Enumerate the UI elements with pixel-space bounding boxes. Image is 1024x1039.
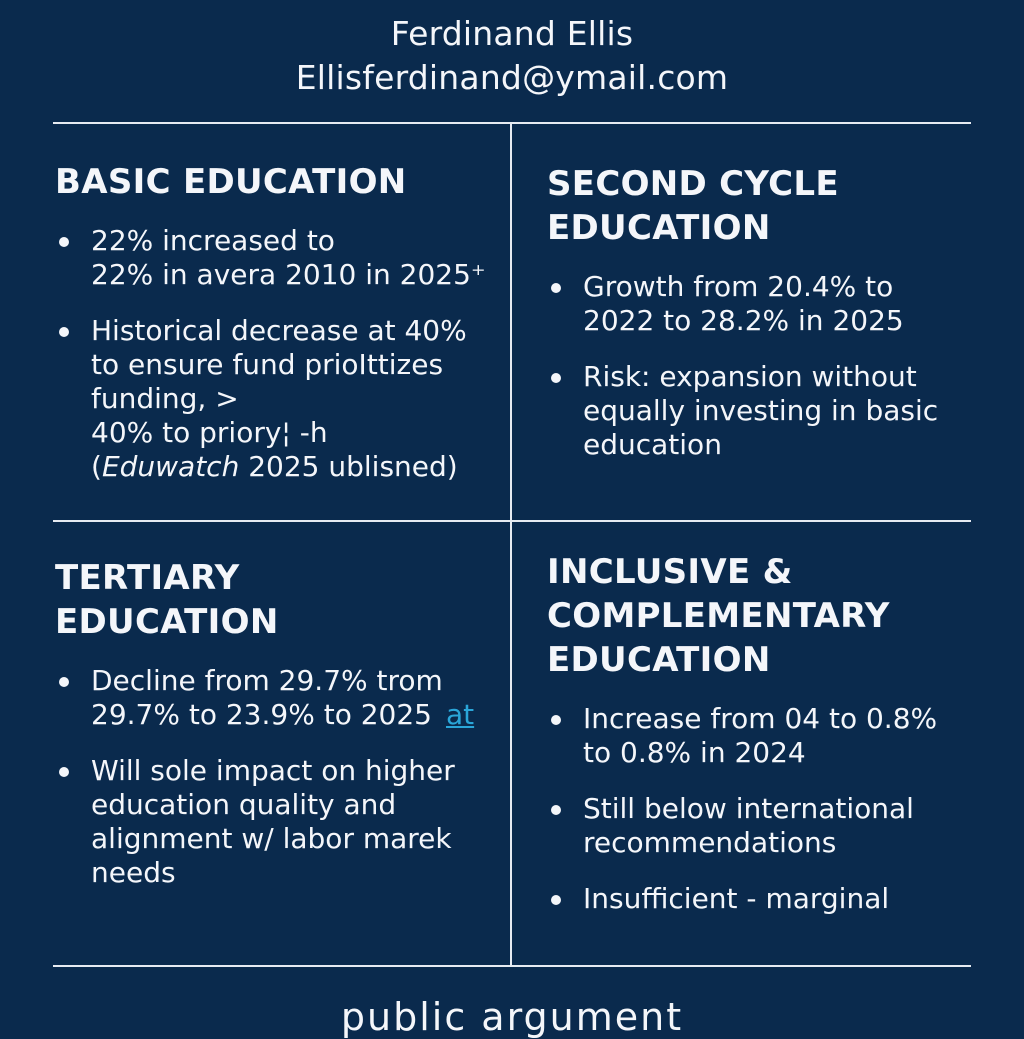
bullet-icon (59, 677, 69, 687)
bullet-line: 40% to priory¦ -h (91, 416, 328, 449)
bullet-line: Growth from 20.4% to (583, 270, 894, 303)
bullet-icon (59, 327, 69, 337)
middle-divider (53, 520, 971, 522)
top-divider (53, 122, 971, 124)
tertiary-list (55, 664, 495, 890)
title-line: EDUCATION (547, 208, 771, 248)
bullet-line: education quality and (91, 788, 397, 821)
header (0, 12, 1024, 100)
bullet-line: 2022 to 28.2% in 2025 (583, 304, 904, 337)
bottom-divider (53, 965, 971, 967)
bullet-icon (59, 767, 69, 777)
column-divider (510, 124, 512, 966)
bullet-line: Risk: expansion without (583, 360, 917, 393)
bullet-icon (551, 283, 561, 293)
title-line: COMPLEMENTARY (547, 596, 890, 636)
bullet-line: 22% increased to (91, 224, 335, 257)
bullet-line (91, 450, 495, 484)
bullet-icon (551, 715, 561, 725)
list-item (547, 882, 987, 916)
bullet-icon (551, 373, 561, 383)
inline-link[interactable]: at (445, 698, 475, 731)
bullet-line: needs (91, 856, 176, 889)
panel-tertiary-education (55, 556, 495, 890)
bullet-line: education (583, 428, 722, 461)
bullet-line: Still below international (583, 792, 914, 825)
basic-education-title: BASIC EDUCATION (55, 162, 407, 202)
title-line: EDUCATION (547, 640, 771, 680)
bullet-line: Decline from 29.7% trom (91, 664, 443, 697)
panel-inclusive-education (547, 550, 987, 916)
bullet-icon (551, 805, 561, 815)
paren: ( (91, 450, 102, 483)
bullet-line: Historical decrease at 40% (91, 314, 467, 347)
inclusive-list (547, 702, 987, 916)
inclusive-title (547, 550, 987, 682)
list-item (55, 314, 495, 484)
title-line: TERTIARY (55, 558, 240, 598)
bullet-line (91, 698, 495, 732)
title-line: SECOND CYCLE (547, 164, 839, 204)
list-item (547, 792, 987, 860)
second-cycle-title (547, 162, 987, 250)
bullet-icon (551, 895, 561, 905)
bullet-line: Increase from 04 to 0.8% (583, 702, 938, 735)
bullet-line: Will sole impact on higher (91, 754, 455, 787)
source-rest: 2025 ublisned) (239, 450, 458, 483)
list-item (547, 702, 987, 770)
bullet-line: funding, > (91, 382, 239, 415)
list-item (55, 224, 495, 292)
tertiary-title (55, 556, 495, 644)
list-item (547, 270, 987, 338)
list-item (55, 754, 495, 890)
basic-education-list (55, 224, 495, 484)
source-name: Eduwatch (101, 450, 240, 483)
bullet-line: recommendations (583, 826, 837, 859)
bullet-line: Insufficient - marginal (583, 882, 890, 915)
bullet-icon (59, 237, 69, 247)
footer-text: public argument (340, 995, 684, 1039)
bullet-line-text: 29.7% to 23.9% to 2025 (91, 698, 432, 731)
author-email: Ellisferdinand@ymail.com (295, 58, 729, 97)
bullet-line: equally investing in basic (583, 394, 939, 427)
bullet-line: alignment w/ labor marek (91, 822, 452, 855)
bullet-line: to ensure fund prioIttizes (91, 348, 444, 381)
bullet-line: 22% in avera 2010 in 2025⁺ (91, 258, 486, 291)
panel-second-cycle-education (547, 162, 987, 462)
list-item (55, 664, 495, 732)
bullet-line: to 0.8% in 2024 (583, 736, 806, 769)
author-name: Ferdinand Ellis (390, 14, 634, 53)
title-line: EDUCATION (55, 602, 279, 642)
title-line: INCLUSIVE & (547, 552, 793, 592)
panel-basic-education (55, 160, 495, 484)
second-cycle-list (547, 270, 987, 462)
list-item (547, 360, 987, 462)
